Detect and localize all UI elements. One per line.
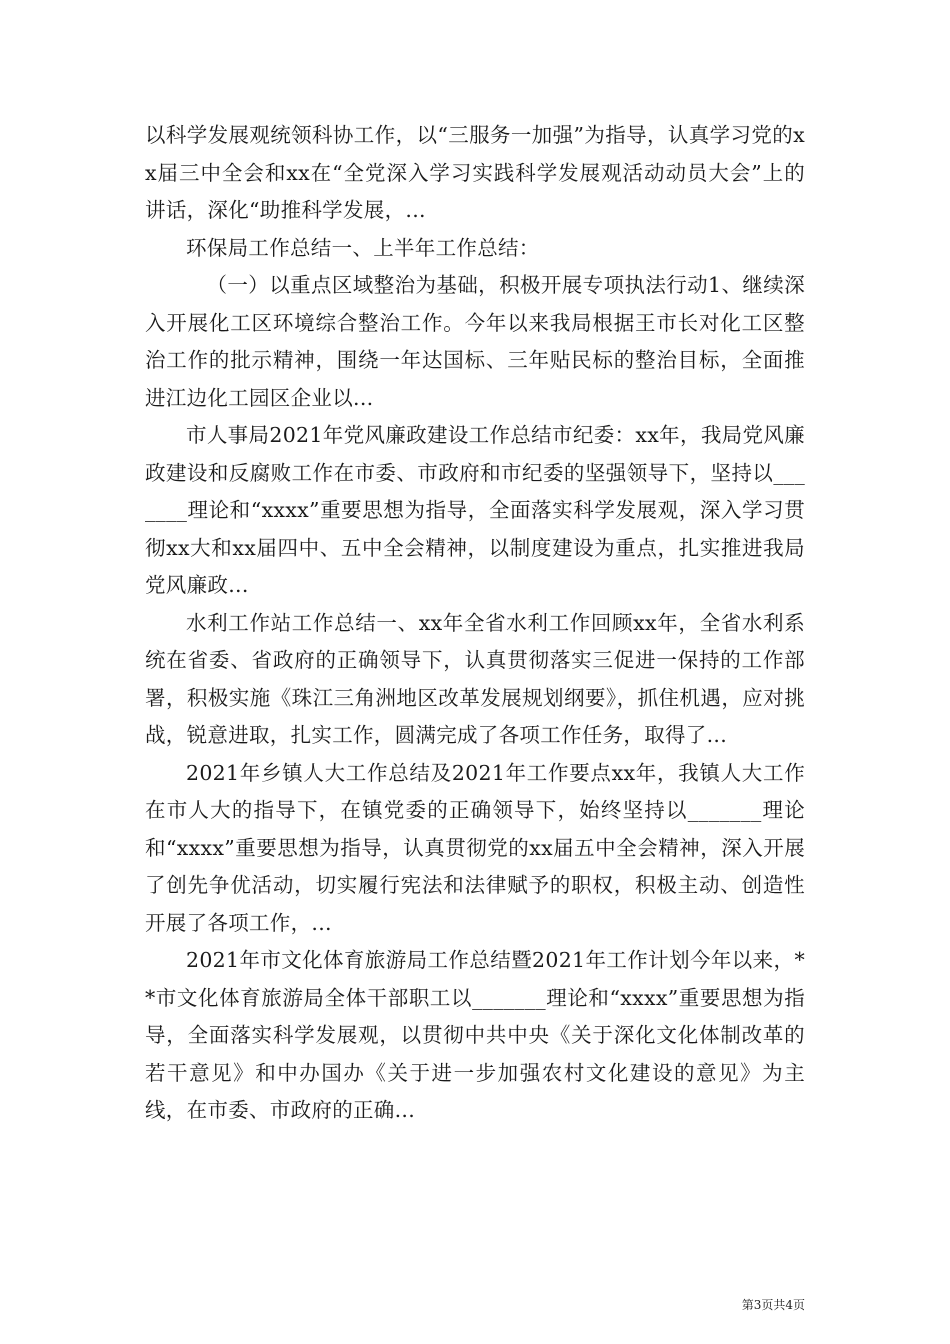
page-number: 第3页共4页 [741,1298,805,1312]
paragraph-2: 环保局工作总结一、上半年工作总结： [186,235,540,260]
paragraph-4: 市人事局2021年党风廉政建设工作总结市纪委：xx年，我局党风廉政建设和反腐败工作在市委、市政府和市纪委的坚强领导下，坚持以_______理论和“xxxx”重要思想为指导，全面落实科学发展观，深入学习贯彻xx大和xx届四中、五中全会精神，以制度建设为重点，扎实推进我局党风廉政... [145,423,805,597]
paragraph-7: 2021年市文化体育旅游局工作总结暨2021年工作计划今年以来，**市文化体育旅游局全体干部职工以_______理论和“xxxx”重要思想为指导，全面落实科学发展观，以贯彻中共中央《关于深化文化体制改革的若干意见》和中办国办《关于进一步加强农村文化建设的意见》为主线，在市委、市政府的正确... [145,948,805,1122]
document-body [145,117,805,1130]
paragraph-6: 2021年乡镇人大工作总结及2021年工作要点xx年，我镇人大工作在市人大的指导下，在镇党委的正确领导下，始终坚持以_______理论和“xxxx”重要思想为指导，认真贯彻党的xx届五中全会精神，深入开展了创先争优活动，切实履行宪法和法律赋予的职权，积极主动、创造性开展了各项工作，... [145,760,805,935]
paragraph-5: 水利工作站工作总结一、xx年全省水利工作回顾xx年，全省水利系统在省委、省政府的正确领导下，认真贯彻落实三促进一保持的工作部署，积极实施《珠江三角洲地区改革发展规划纲要》，抓住机遇，应对挑战，锐意进取，扎实工作，圆满完成了各项工作任务，取得了... [145,610,805,747]
paragraph-3: （一）以重点区域整治为基础，积极开展专项执法行动1、继续深入开展化工区环境综合整治工作。今年以来我局根据王市长对化工区整治工作的批示精神，围绕一年达国标、三年贴民标的整治目标，全面推进江边化工园区企业以... [145,273,805,410]
paragraph-1: 以科学发展观统领科协工作，以“三服务一加强”为指导，认真学习党的xx届三中全会和xx在“全党深入学习实践科学发展观活动动员大会”上的讲话，深化“助推科学发展，... [145,123,805,222]
